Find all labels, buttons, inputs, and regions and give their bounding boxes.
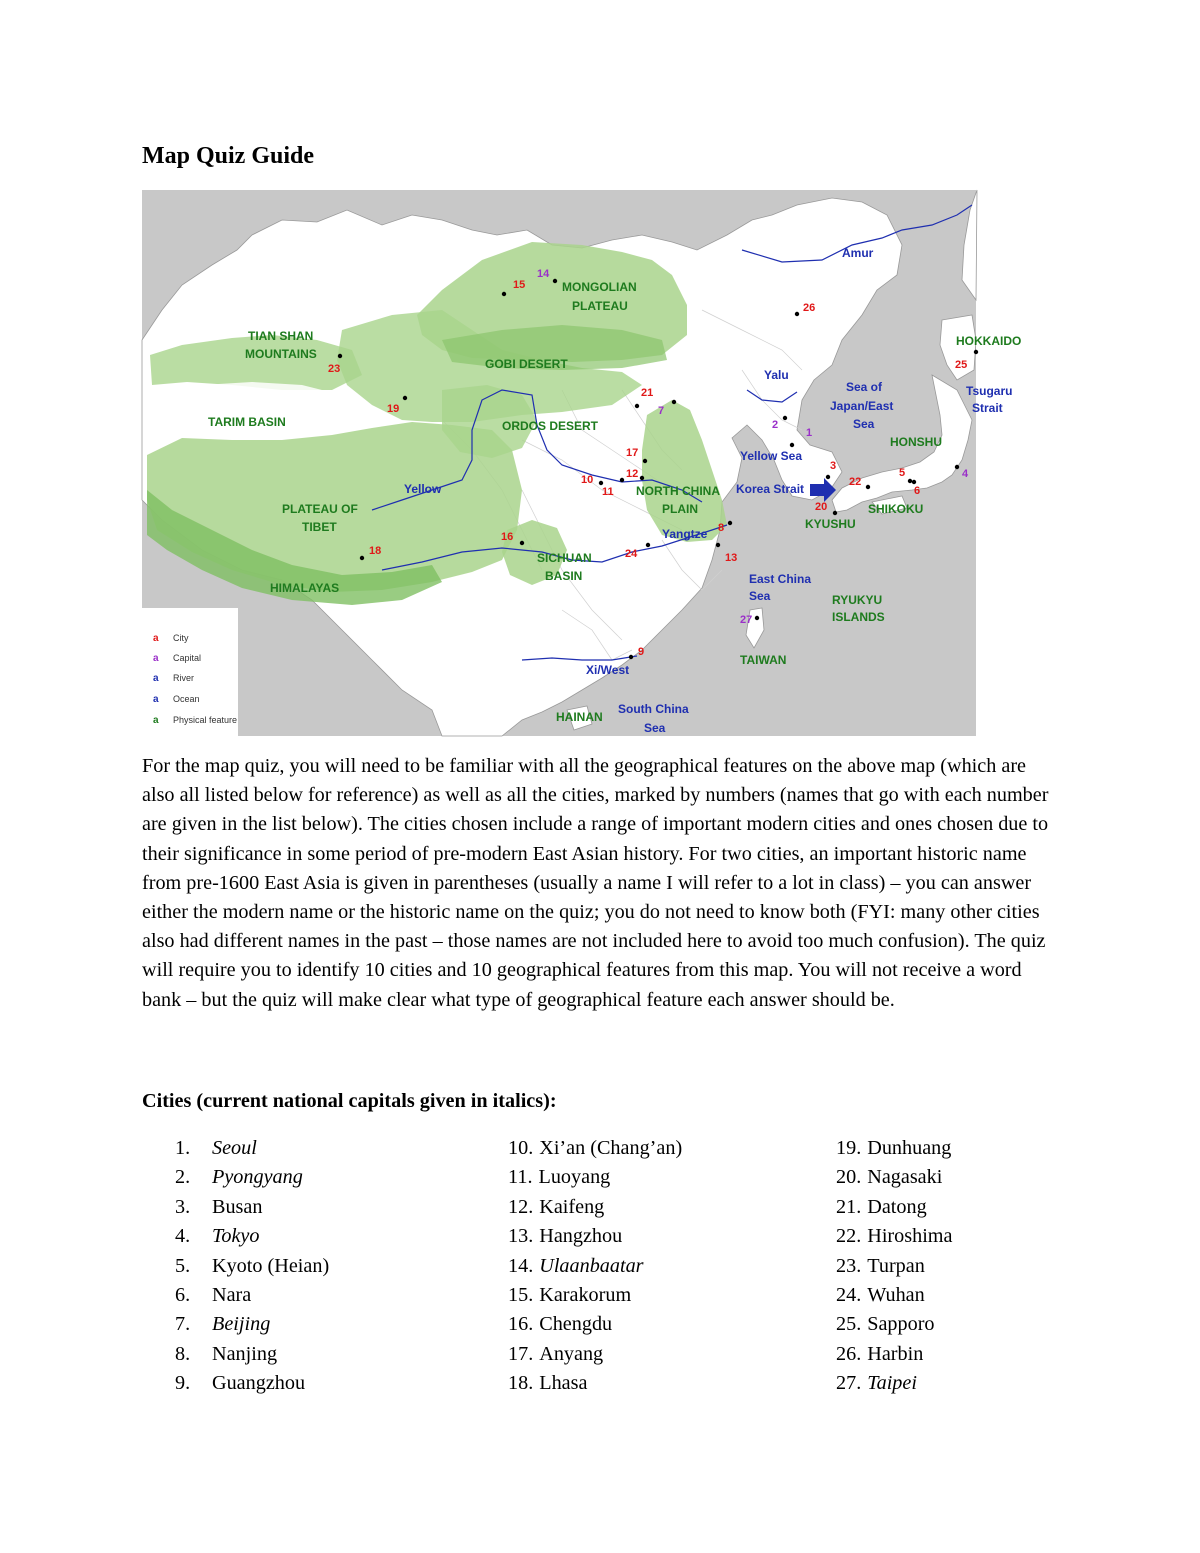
city-marker-17: 17 [626, 447, 639, 459]
city-number: 13. [508, 1225, 534, 1248]
city-list-item [142, 1163, 329, 1192]
city-dot-4 [955, 465, 959, 469]
city-number: 8. [175, 1342, 191, 1365]
label-east-china-2: Sea [749, 589, 771, 603]
city-dot-5 [908, 479, 912, 483]
map-legend [142, 608, 238, 736]
city-number: 9. [175, 1372, 191, 1395]
city-list-item [508, 1252, 682, 1281]
city-dot-26 [795, 312, 799, 316]
city-number: 16. [508, 1313, 534, 1336]
city-number: 27. [836, 1372, 862, 1395]
city-name: Anyang [539, 1342, 604, 1365]
label-ryukyu-2: ISLANDS [832, 610, 885, 624]
city-marker-2: 2 [772, 419, 779, 431]
city-name: Pyongyang [212, 1166, 303, 1189]
city-name: Tokyo [212, 1225, 260, 1248]
city-number: 12. [508, 1195, 534, 1218]
legend-key-ocean: a [153, 694, 159, 705]
city-number: 23. [836, 1254, 862, 1277]
city-list-item [836, 1193, 952, 1222]
city-dot-19 [403, 396, 407, 400]
city-marker-24: 24 [625, 548, 638, 560]
city-list-item [836, 1222, 952, 1251]
cities-list-column-3 [836, 1134, 952, 1399]
label-mongolian-2: PLATEAU [572, 299, 628, 313]
label-taiwan: TAIWAN [740, 653, 787, 667]
city-name: Beijing [212, 1313, 271, 1336]
city-marker-25: 25 [955, 359, 968, 371]
city-dot-9 [629, 655, 633, 659]
city-list-item [836, 1281, 952, 1310]
city-list-item [836, 1134, 952, 1163]
city-dot-12 [640, 476, 644, 480]
city-name: Datong [867, 1195, 927, 1218]
label-amur: Amur [842, 246, 874, 260]
city-marker-9: 9 [638, 646, 645, 658]
legend-ocean: Ocean [173, 694, 200, 704]
city-list-item [508, 1163, 682, 1192]
city-name: Lhasa [539, 1372, 588, 1395]
city-number: 26. [836, 1342, 862, 1365]
city-number: 11. [508, 1166, 533, 1189]
label-tian-shan-1: TIAN SHAN [248, 329, 314, 343]
city-marker-8: 8 [718, 522, 725, 534]
city-name: Xi’an (Chang’an) [539, 1137, 683, 1159]
city-dot-13 [716, 543, 720, 547]
city-dot-17 [643, 459, 647, 463]
label-south-china-1: South China [618, 702, 689, 716]
city-list-item [508, 1281, 682, 1310]
city-name: Karakorum [539, 1284, 632, 1307]
city-list-item [142, 1222, 329, 1251]
city-dot-10 [599, 481, 603, 485]
city-marker-16: 16 [501, 531, 514, 543]
label-north-china-2: PLAIN [662, 502, 698, 516]
label-north-china-1: NORTH CHINA [636, 484, 720, 498]
city-list-item [836, 1252, 952, 1281]
city-marker-20: 20 [815, 501, 828, 513]
city-number: 18. [508, 1372, 534, 1395]
legend-river: River [173, 673, 195, 683]
city-dot-20 [833, 511, 837, 515]
map-svg [142, 190, 1022, 736]
label-yalu: Yalu [764, 368, 789, 382]
city-number: 1. [175, 1137, 191, 1159]
intro-paragraph: For the map quiz, you will need to be familiar with all the geographical features on the above map (which are also all listed below for reference) as well as all the cities, marked by numbers (names that go with each number are given in the list below). The cities chosen include a range of important modern cities and ones chosen due to their significance in some period of pre-modern East Asian history. For two cities, an important historic name from pre-1600 East Asia is given in parentheses (usually a name I will refer to a lot in class) – you can answer either the modern name or the historic name on the quiz; you do not need to know both (FYI: many other cities also had different names in the past – those names are not included here to avoid too much confusion). The quiz will require you to identify 10 cities and 10 geographical features from this map. You will not receive a word bank – but the quiz will make clear what type of geographical feature each answer should be. [142, 755, 1049, 1011]
label-hainan: HAINAN [556, 710, 603, 724]
city-list-item [836, 1369, 952, 1398]
label-honshu: HONSHU [890, 435, 943, 449]
cities-list-column-2 [508, 1134, 682, 1399]
label-south-china-2: Sea [644, 721, 666, 735]
city-list-item [142, 1369, 329, 1398]
label-sichuan-1: SICHUAN [537, 551, 592, 565]
city-dot-25 [974, 350, 978, 354]
city-name: Hangzhou [539, 1225, 623, 1248]
label-ordos-desert: ORDOS DESERT [502, 419, 599, 433]
city-dot-18 [360, 556, 364, 560]
city-number: 25. [836, 1313, 862, 1336]
city-marker-4: 4 [962, 468, 969, 480]
city-marker-11: 11 [602, 486, 614, 498]
legend-key-city: a [153, 633, 159, 644]
city-name: Nara [212, 1284, 252, 1307]
label-hokkaido: HOKKAIDO [956, 334, 1022, 348]
page-title: Map Quiz Guide [142, 143, 315, 169]
label-xi-west: Xi/West [586, 663, 630, 677]
city-name: Busan [212, 1195, 263, 1218]
city-list-item [142, 1252, 329, 1281]
label-kyushu: KYUSHU [805, 517, 856, 531]
city-dot-22 [866, 485, 870, 489]
city-name: Nanjing [212, 1342, 278, 1365]
city-name: Harbin [867, 1342, 924, 1365]
city-list-item [142, 1193, 329, 1222]
label-himalayas: HIMALAYAS [270, 581, 340, 595]
city-name: Seoul [212, 1137, 257, 1159]
legend-city: City [173, 633, 189, 643]
city-name: Nagasaki [867, 1166, 943, 1189]
city-number: 20. [836, 1166, 862, 1189]
city-list-item [836, 1340, 952, 1369]
city-marker-5: 5 [899, 467, 906, 479]
city-marker-22: 22 [849, 476, 862, 488]
city-dot-7 [672, 400, 676, 404]
city-marker-7: 7 [658, 405, 665, 417]
city-number: 3. [175, 1195, 191, 1218]
city-name: Turpan [867, 1254, 925, 1277]
city-dot-15 [502, 292, 506, 296]
label-tarim-basin: TARIM BASIN [208, 415, 286, 429]
city-list-item [508, 1222, 682, 1251]
label-shikoku: SHIKOKU [868, 502, 924, 516]
city-dot-23 [338, 354, 342, 358]
city-dot-1 [790, 443, 794, 447]
city-number: 17. [508, 1342, 534, 1365]
city-marker-6: 6 [914, 485, 921, 497]
city-list-item [508, 1369, 682, 1398]
city-name: Kaifeng [539, 1195, 605, 1218]
city-dot-3 [826, 475, 830, 479]
east-asia-map [142, 190, 1022, 736]
city-list-item [508, 1134, 682, 1163]
city-dot-6 [912, 480, 916, 484]
label-sea-japan-3: Sea [853, 417, 875, 431]
label-yellow-river: Yellow [404, 482, 442, 496]
city-name: Chengdu [539, 1313, 613, 1336]
city-number: 4. [175, 1225, 191, 1248]
label-tian-shan-2: MOUNTAINS [245, 347, 317, 361]
city-name: Ulaanbaatar [539, 1254, 644, 1277]
city-name: Kyoto (Heian) [212, 1254, 330, 1277]
label-yangtze: Yangtze [662, 527, 708, 541]
city-marker-1: 1 [806, 427, 813, 439]
city-name: Dunhuang [867, 1137, 952, 1159]
city-list-item [508, 1340, 682, 1369]
city-marker-21: 21 [641, 387, 654, 399]
city-list-item [508, 1193, 682, 1222]
label-sea-japan-2: Japan/East [830, 399, 894, 413]
city-list-item [142, 1340, 329, 1369]
cities-heading: Cities (current national capitals given in italics): [142, 1090, 557, 1112]
label-gobi-desert: GOBI DESERT [485, 357, 568, 371]
city-marker-13: 13 [725, 552, 738, 564]
label-tsugaru-1: Tsugaru [966, 384, 1013, 398]
city-list-item [836, 1163, 952, 1192]
cities-list-column-1 [142, 1134, 329, 1399]
city-number: 19. [836, 1137, 862, 1159]
city-marker-3: 3 [830, 460, 837, 472]
label-ryukyu-1: RYUKYU [832, 593, 883, 607]
city-list-item [142, 1134, 329, 1163]
label-sichuan-2: BASIN [545, 569, 583, 583]
city-list-item [836, 1310, 952, 1339]
city-number: 14. [508, 1254, 534, 1277]
city-number: 22. [836, 1225, 862, 1248]
city-marker-26: 26 [803, 302, 816, 314]
city-number: 15. [508, 1284, 534, 1307]
city-number: 7. [175, 1313, 191, 1336]
legend-capital: Capital [173, 653, 202, 663]
city-marker-12: 12 [626, 468, 639, 480]
city-dot-8 [728, 521, 732, 525]
city-name: Luoyang [538, 1166, 611, 1189]
city-number: 24. [836, 1284, 862, 1307]
city-dot-21 [635, 404, 639, 408]
city-dot-14 [553, 279, 557, 283]
city-dot-24 [646, 543, 650, 547]
city-name: Wuhan [867, 1284, 925, 1307]
legend-key-feature: a [153, 715, 159, 726]
city-name: Sapporo [867, 1313, 935, 1336]
city-marker-19: 19 [387, 403, 400, 415]
city-marker-15: 15 [513, 279, 526, 291]
city-dot-27 [755, 616, 759, 620]
city-name: Taipei [867, 1372, 917, 1395]
city-name: Guangzhou [212, 1372, 306, 1395]
city-marker-10: 10 [581, 474, 594, 486]
city-dot-11 [620, 478, 624, 482]
city-list-item [142, 1310, 329, 1339]
label-yellow-sea: Yellow Sea [740, 449, 803, 463]
city-dot-16 [520, 541, 524, 545]
label-korea-strait: Korea Strait [736, 482, 805, 496]
city-marker-18: 18 [369, 545, 382, 557]
city-list-item [508, 1310, 682, 1339]
legend-key-capital: a [153, 653, 159, 664]
label-tibet-2: TIBET [302, 520, 337, 534]
label-tibet-1: PLATEAU OF [282, 502, 358, 516]
city-dot-2 [783, 416, 787, 420]
city-marker-23: 23 [328, 363, 341, 375]
label-mongolian-1: MONGOLIAN [562, 280, 637, 294]
label-tsugaru-2: Strait [972, 401, 1003, 415]
city-marker-14: 14 [537, 268, 550, 280]
city-number: 6. [175, 1284, 191, 1307]
label-sea-japan-1: Sea of [846, 380, 883, 394]
city-number: 5. [175, 1254, 191, 1277]
city-number: 21. [836, 1195, 862, 1218]
legend-feature: Physical feature [173, 715, 238, 725]
label-east-china-1: East China [749, 572, 812, 586]
city-list-item [142, 1281, 329, 1310]
legend-key-river: a [153, 673, 159, 684]
city-number: 10. [508, 1137, 534, 1159]
city-name: Hiroshima [867, 1225, 953, 1248]
city-number: 2. [175, 1166, 191, 1189]
city-marker-27: 27 [740, 614, 753, 626]
